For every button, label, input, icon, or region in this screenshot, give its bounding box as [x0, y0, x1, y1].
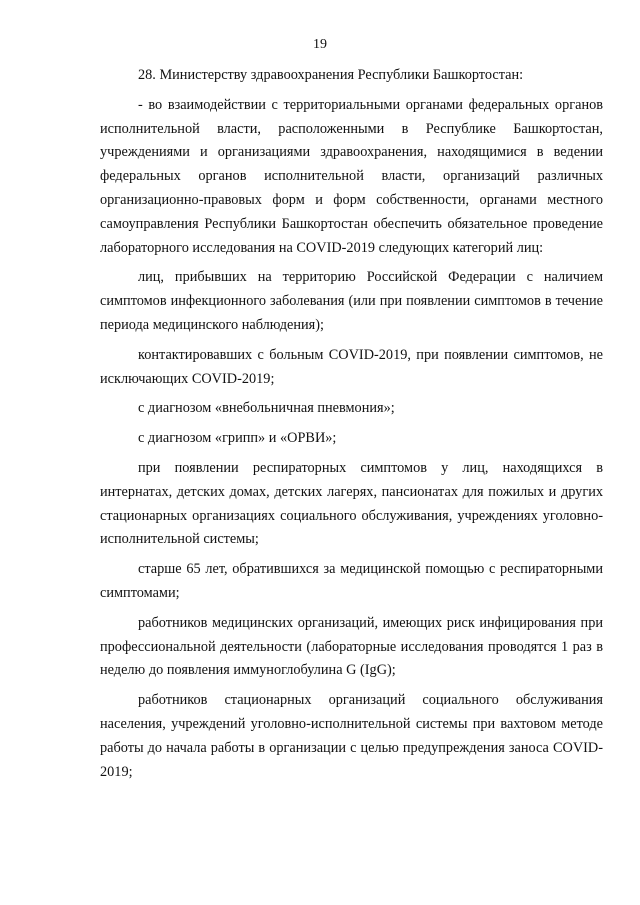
page-number: 19	[313, 37, 327, 52]
paragraph-category-institutions: при появлении респираторных симптомов у лиц, находящихся в интернатах, детских домах, детских лагерях, пансионатах для пожилых и других стационарных организациях социального обслуживания, учреждениях уголовно-исполнительной системы;	[100, 459, 603, 548]
paragraph-category-pneumonia: с диагнозом «внебольничная пневмония»;	[138, 400, 395, 417]
paragraph-instruction: - во взаимодействии с территориальными органами федеральных органов исполнительной власти, расположенными в Республике Башкортостан, учреждениями и организациями здравоохранения, находящимися в ведении федеральных органов исполнительной власти, организаций различных организационно-правовых форм и форм собственности, органами местного самоуправления Республики Башкортостан обеспечить обязательное проведение лабораторного исследования на COVID-2019 следующих категорий лиц:	[100, 96, 603, 256]
document-body	[100, 64, 603, 790]
paragraph-category-arrivals: лиц, прибывших на территорию Российской Федерации с наличием симптомов инфекционного заболевания (или при появлении симптомов в течение периода медицинского наблюдения);	[100, 269, 603, 333]
paragraph-category-elderly: старше 65 лет, обратившихся за медицинской помощью с респираторными симптомами;	[100, 561, 603, 601]
paragraph-category-shift-workers: работников стационарных организаций социального обслуживания населения, учреждений уголовно-исполнительной системы при вахтовом методе работы до начала работы в организации с целью предупреждения заноса COVID-2019;	[100, 692, 603, 780]
paragraph-category-flu: с диагнозом «грипп» и «ОРВИ»;	[138, 430, 337, 447]
section-heading: 28. Министерству здравоохранения Республики Башкортостан:	[138, 67, 524, 83]
paragraph-category-medical-workers: работников медицинских организаций, имеющих риск инфицирования при профессиональной деятельности (лабораторные исследования проводятся 1 раз в неделю до появления иммуноглобулина G (IgG);	[100, 614, 603, 679]
paragraph-category-contacts: контактировавших с больным COVID-2019, при появлении симптомов, не исключающих COVID-2019;	[100, 346, 603, 387]
